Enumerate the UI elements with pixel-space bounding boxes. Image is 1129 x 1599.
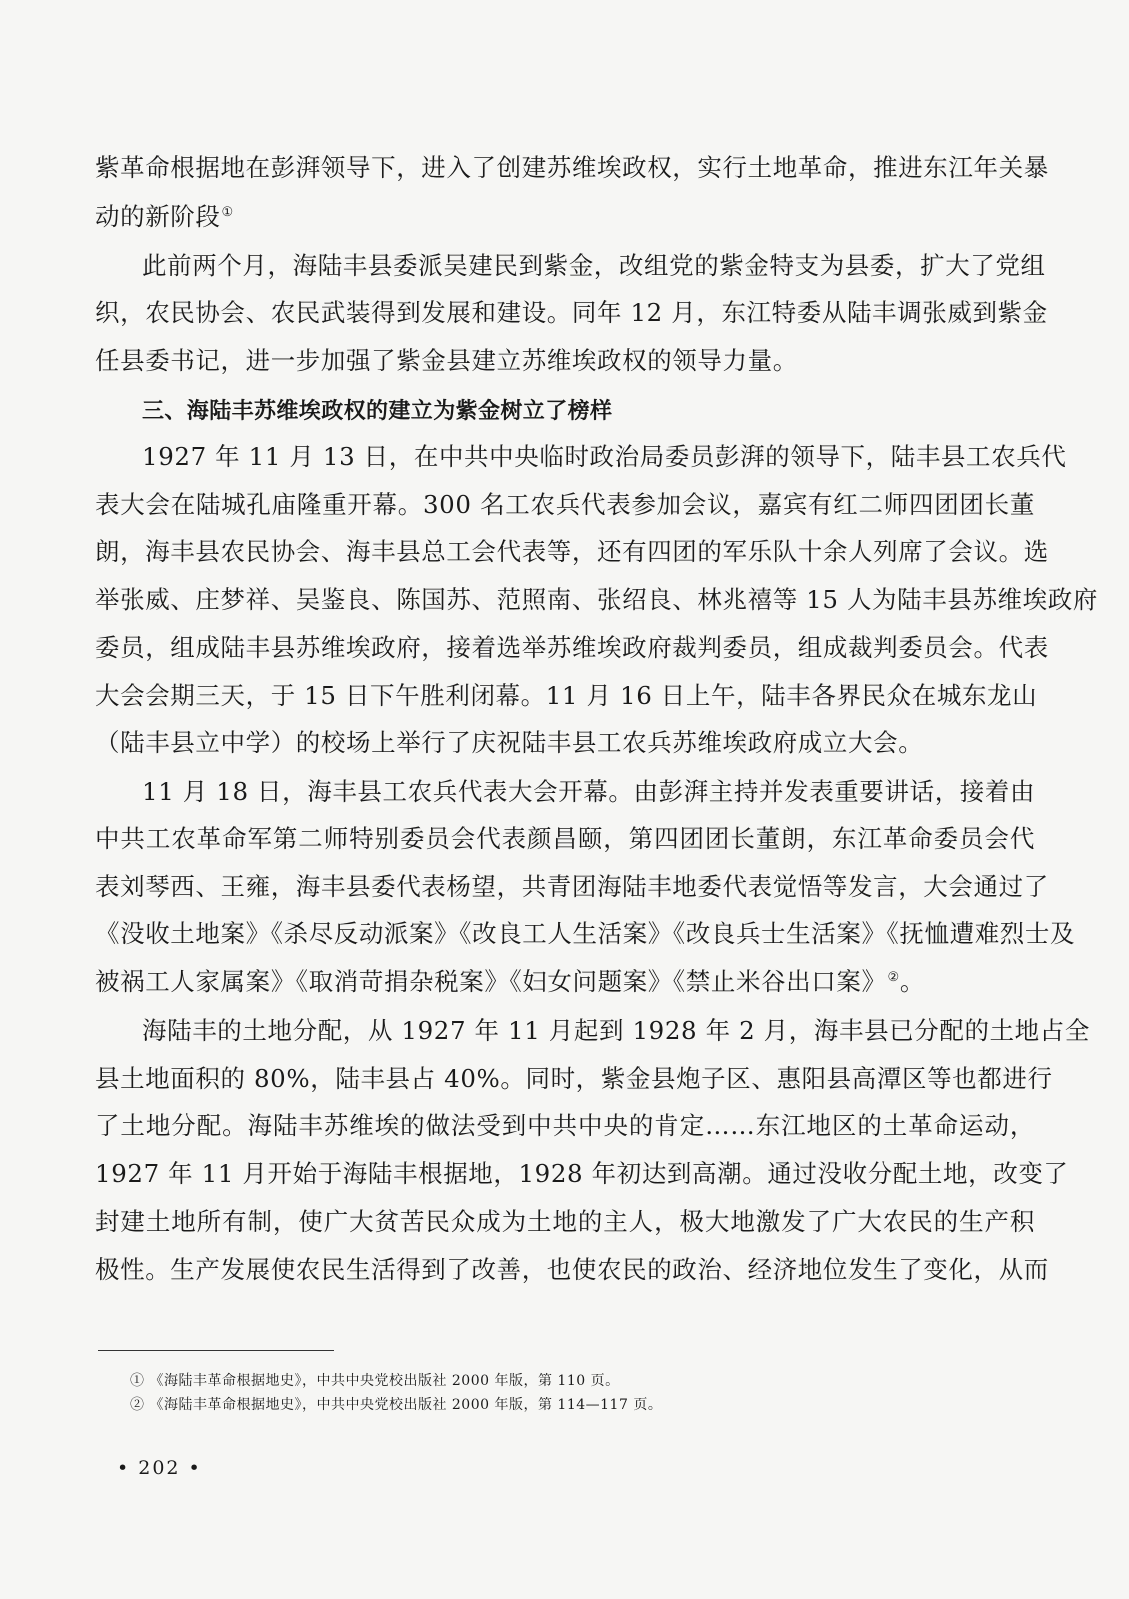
body-text-line: 极性。生产发展使农民生活得到了改善，也使农民的政治、经济地位发生了变化，从而 <box>95 1255 1049 1284</box>
body-text-line <box>95 966 1035 998</box>
body-text-line: 11 月 18 日，海丰县工农兵代表大会开幕。由彭湃主持并发表重要讲话，接着由 <box>142 777 1036 806</box>
body-text-line: 织，农民协会、农民武装得到发展和建设。同年 12 月，东江特委从陆丰调张威到紫金 <box>95 298 1048 327</box>
body-text-line: 委员，组成陆丰县苏维埃政府，接着选举苏维埃政府裁判委员，组成裁判委员会。代表 <box>95 633 1049 662</box>
body-text-line: 任县委书记，进一步加强了紫金县建立苏维埃政权的领导力量。 <box>95 346 798 375</box>
body-text-line: 封建土地所有制，使广大贫苦民众成为土地的主人，极大地激发了广大农民的生产积 <box>95 1207 1035 1236</box>
body-text-line: 1927 年 11 月开始于海陆丰根据地，1928 年初达到高潮。通过没收分配土地，改变了 <box>95 1159 1069 1188</box>
footnote: ① 《海陆丰革命根据地史》，中共中央党校出版社 2000 年版，第 110 页。 <box>130 1373 620 1389</box>
footnote-ref: ① <box>221 204 234 220</box>
body-text-line: 了土地分配。海陆丰苏维埃的做法受到中共中央的肯定……东江地区的土革命运动， <box>95 1111 1035 1140</box>
body-text-line <box>95 201 1035 233</box>
body-text-line: 海陆丰的土地分配，从 1927 年 11 月起到 1928 年 2 月，海丰县已分配的土地占全 <box>142 1016 1090 1045</box>
body-text-line: 举张威、庄梦祥、吴鉴良、陈国苏、范照南、张绍良、林兆禧等 15 人为陆丰县苏维埃政府 <box>95 585 1098 614</box>
body-text-line: 紫革命根据地在彭湃领导下，进入了创建苏维埃政权，实行土地革命，推进东江年关暴 <box>95 153 1049 182</box>
body-text-fragment: 被祸工人家属案》《取消苛捐杂税案》《妇女问题案》《禁止米谷出口案》 <box>95 967 887 996</box>
body-text-line: （陆丰县立中学）的校场上举行了庆祝陆丰县工农兵苏维埃政府成立大会。 <box>95 728 924 757</box>
body-text-line: 中共工农革命军第二师特别委员会代表颜昌颐，第四团团长董朗，东江革命委员会代 <box>95 824 1035 853</box>
sentence-period: 。 <box>899 967 925 996</box>
body-text-line: 朗，海丰县农民协会、海丰县总工会代表等，还有四团的军乐队十余人列席了会议。选 <box>95 537 1049 566</box>
footnote-ref: ② <box>887 969 900 985</box>
section-heading: 三、海陆丰苏维埃政权的建立为紫金树立了榜样 <box>142 399 613 424</box>
footnote-divider <box>98 1350 334 1351</box>
body-text-line: 此前两个月，海陆丰县委派吴建民到紫金，改组党的紫金特支为县委，扩大了党组 <box>142 251 1046 280</box>
body-text-line: 1927 年 11 月 13 日，在中共中央临时政治局委员彭湃的领导下，陆丰县工农兵代 <box>142 442 1067 471</box>
body-text-line: 表大会在陆城孔庙隆重开幕。300 名工农兵代表参加会议，嘉宾有红二师四团团长董 <box>95 490 1035 519</box>
body-text-line: 大会会期三天，于 15 日下午胜利闭幕。11 月 16 日上午，陆丰各界民众在城东龙山 <box>95 681 1038 710</box>
footnote: ② 《海陆丰革命根据地史》，中共中央党校出版社 2000 年版，第 114—117 页。 <box>130 1397 663 1413</box>
body-text-fragment: 动的新阶段 <box>95 202 221 231</box>
body-text-line: 表刘琴西、王雍，海丰县委代表杨望，共青团海陆丰地委代表觉悟等发言，大会通过了 <box>95 872 1049 901</box>
body-text-line: 《没收土地案》《杀尽反动派案》《改良工人生活案》《改良兵士生活案》《抚恤遭难烈士及 <box>95 919 1076 948</box>
page-number: • 202 • <box>117 1457 202 1479</box>
body-text-line: 县土地面积的 80%，陆丰县占 40%。同时，紫金县炮子区、惠阳县高潭区等也都进行 <box>95 1064 1053 1093</box>
